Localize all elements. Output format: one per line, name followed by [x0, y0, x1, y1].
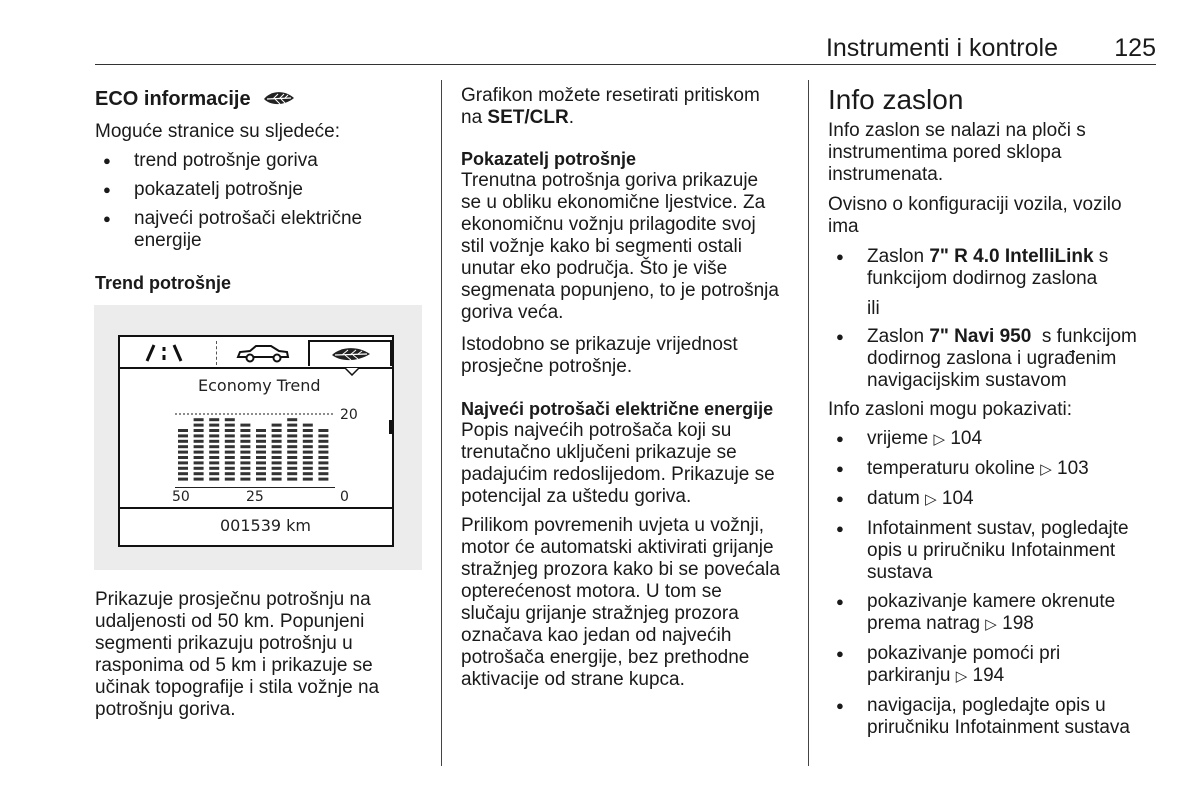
text-line: rasponima od 5 km i prikazuje se [95, 655, 373, 676]
text-line: Info zaslon se nalazi na ploči s [828, 120, 1086, 141]
trend-segment [256, 445, 266, 448]
trend-segment [209, 429, 219, 432]
trend-segment [240, 478, 250, 481]
column-divider [808, 80, 809, 766]
page-number: 125 [1114, 34, 1156, 62]
text-line: motor će automatski aktivirati grijanje [461, 537, 774, 558]
page-ref[interactable]: 198 [996, 613, 1034, 634]
text-line: segmenata popunjeno, to je potrošnja [461, 280, 779, 301]
text-span: s [1093, 246, 1109, 267]
trend-segment [194, 478, 204, 481]
trend-segment [272, 472, 282, 475]
subheading-trend: Trend potrošnje [95, 273, 232, 293]
text-span: Zaslon [867, 246, 930, 267]
trend-segment [225, 478, 235, 481]
text-line: opterećenost motora. U tom se [461, 581, 722, 602]
trend-segment [303, 424, 313, 427]
text-line: Ovisno o konfiguraciji vozila, vozilo [828, 194, 1122, 215]
list-item [828, 326, 1158, 392]
trend-segment [225, 418, 235, 421]
text-line: označava kao jedan od najvećih [461, 625, 732, 646]
trend-segment [287, 445, 297, 448]
page-ref-arrow-icon: ▷ [925, 491, 937, 508]
trend-segment [303, 461, 313, 464]
trend-segment [194, 418, 204, 421]
trend-description [95, 589, 379, 721]
page-ref[interactable]: 194 [967, 665, 1005, 686]
text-span: Infotainment sustav, pogledajte [867, 518, 1129, 539]
trend-segment [318, 461, 328, 464]
display-screen [118, 335, 394, 547]
odometer-value: 001539 km [220, 516, 312, 535]
heating-paragraph [461, 515, 801, 691]
scale-max-label: 20 [340, 407, 358, 423]
trend-segment [225, 440, 235, 443]
capabilities-list [828, 428, 1158, 739]
list-item: ● najveći potrošači električne energije [95, 208, 364, 252]
trend-segment [178, 440, 188, 443]
trend-segment [209, 451, 219, 454]
intro-text: Moguće stranice su sljedeće: [95, 121, 341, 142]
page-ref[interactable]: 103 [1051, 458, 1089, 479]
trend-segment [256, 461, 266, 464]
trend-segment [303, 456, 313, 459]
trend-segment [194, 467, 204, 470]
trend-segment [240, 451, 250, 454]
info-intro [828, 120, 1158, 186]
eco-pages-list [95, 150, 425, 252]
economy-trend-figure [94, 305, 422, 570]
text-line: padajućim redoslijedom. Prikazuje se [461, 464, 775, 485]
trend-segment [318, 467, 328, 470]
trend-segment [194, 434, 204, 437]
trend-segment [178, 451, 188, 454]
text-span: navigacijskim sustavom [867, 370, 1067, 391]
trend-segment [240, 456, 250, 459]
trend-segment [209, 440, 219, 443]
trend-segment [209, 467, 219, 470]
header-title: Instrumenti i kontrole [825, 34, 1058, 62]
text-span: sustava [867, 562, 933, 583]
text-line: stil vožnje kako bi segmenti ostali [461, 236, 742, 257]
display-options-list [828, 326, 1158, 392]
scale-label: 25 [246, 489, 264, 505]
trend-segment [318, 429, 328, 432]
trend-segment [272, 429, 282, 432]
trend-segment [303, 429, 313, 432]
list-item [828, 458, 1158, 481]
eco-heading [95, 87, 296, 111]
text-line: se u obliku ekonomične ljestvice. Za [461, 192, 766, 213]
intellilink-label: 7" R 4.0 IntelliLink [929, 246, 1094, 267]
trend-segment [272, 461, 282, 464]
trend-segment [209, 472, 219, 475]
trend-segment [194, 472, 204, 475]
trend-segment [272, 434, 282, 437]
trend-segment [256, 472, 266, 475]
eco-leaf-icon [262, 89, 296, 107]
list-item [828, 518, 1158, 584]
trend-segment [225, 434, 235, 437]
trend-segment [303, 472, 313, 475]
trend-segment [303, 467, 313, 470]
trend-segment [240, 445, 250, 448]
text-line: instrumentima pored sklopa [828, 142, 1062, 163]
trend-segment [287, 424, 297, 427]
trend-segment [318, 456, 328, 459]
trend-segment [318, 440, 328, 443]
trend-segment [272, 478, 282, 481]
trend-segment [303, 440, 313, 443]
scale-label: 0 [340, 489, 349, 505]
trend-segment [287, 429, 297, 432]
list-item: ● trend potrošnje goriva [95, 150, 425, 172]
text-line: stražnjeg prozora kako bi se povećala [461, 559, 780, 580]
column-divider [441, 80, 442, 766]
trend-segment [225, 467, 235, 470]
list-item [828, 246, 1158, 290]
text-span: temperaturu okoline [867, 458, 1041, 479]
trend-segment [256, 429, 266, 432]
or-text: ili [867, 298, 880, 319]
trend-segment [287, 418, 297, 421]
text-line: trenutačno uključeni prikazuje se [461, 442, 737, 463]
trend-segment [225, 451, 235, 454]
text-line: potencijal za uštedu goriva. [461, 486, 692, 507]
trend-segment [178, 472, 188, 475]
trend-segment [287, 478, 297, 481]
scale-label: 50 [172, 489, 190, 505]
trend-segment [287, 467, 297, 470]
text-span: na [461, 107, 488, 128]
trend-segment [318, 478, 328, 481]
trend-segment [287, 456, 297, 459]
trend-segment [272, 440, 282, 443]
trend-segment [272, 424, 282, 427]
trend-segment [287, 472, 297, 475]
trend-segment [225, 424, 235, 427]
trend-segment [318, 445, 328, 448]
subheading-indicator: Pokazatelj potrošnje [461, 149, 637, 169]
text-line: slučaju grijanje stražnjeg prozora [461, 603, 739, 624]
trend-segment [225, 445, 235, 448]
text-span: s funkcijom [1031, 326, 1137, 347]
trend-segment [318, 434, 328, 437]
trend-segment [178, 456, 188, 459]
trend-segment [240, 472, 250, 475]
trend-segment [240, 461, 250, 464]
average-paragraph [461, 334, 738, 378]
list-item [828, 488, 1158, 511]
text-span: priručniku Infotainment sustava [867, 717, 1130, 738]
list-item [828, 591, 1158, 636]
list-item [828, 695, 1158, 739]
text-line: Istodobno se prikazuje vrijednost [461, 334, 738, 355]
trend-segment [209, 424, 219, 427]
trend-segment [194, 456, 204, 459]
trend-segment [318, 451, 328, 454]
capabilities-intro: Info zasloni mogu pokazivati: [828, 399, 1072, 420]
trend-segment [209, 478, 219, 481]
trend-segment [256, 456, 266, 459]
list-item [828, 643, 1158, 688]
trend-segment [178, 461, 188, 464]
trend-segment [256, 467, 266, 470]
text-span: parkiranju [867, 665, 956, 686]
trend-segment [178, 478, 188, 481]
trend-segment [178, 467, 188, 470]
trend-segment [272, 451, 282, 454]
page-ref[interactable]: 104 [945, 428, 983, 449]
text-line: Prikazuje prosječnu potrošnju na [95, 589, 371, 610]
trend-segment [240, 440, 250, 443]
page-ref-arrow-icon: ▷ [1040, 461, 1052, 478]
trend-segment [225, 461, 235, 464]
trend-segment [240, 434, 250, 437]
trend-segment [256, 451, 266, 454]
text-line: Prilikom povremenih uvjeta u vožnji, [461, 515, 765, 536]
trend-segment [194, 424, 204, 427]
text-line: udaljenosti od 50 km. Popunjeni [95, 611, 365, 632]
text-span: vrijeme [867, 428, 934, 449]
trend-segment [272, 445, 282, 448]
text-line: potrošnju goriva. [95, 699, 236, 720]
set-clr-label: SET/CLR [487, 107, 569, 128]
trend-segment [287, 434, 297, 437]
scale-axis-line [175, 487, 335, 488]
text-span: prema natrag [867, 613, 986, 634]
text-line: segmenti prikazuju potrošnju u [95, 633, 353, 654]
text-span: . [568, 107, 574, 128]
trend-segment [240, 424, 250, 427]
trend-segment [272, 456, 282, 459]
economy-trend-title: Economy Trend [198, 376, 321, 395]
display-options-list [828, 246, 1158, 290]
text-line: Grafikon možete resetirati pritiskom [461, 85, 760, 106]
trend-segment [318, 472, 328, 475]
trend-segment [272, 467, 282, 470]
indicator-paragraph [461, 170, 801, 324]
text-line: ima [828, 216, 859, 237]
trend-segment [194, 440, 204, 443]
text-line: prosječne potrošnje. [461, 356, 633, 377]
trend-segment [225, 456, 235, 459]
reset-paragraph [461, 85, 791, 129]
trend-segment [303, 451, 313, 454]
trend-segment [256, 478, 266, 481]
page-ref-arrow-icon: ▷ [985, 616, 997, 633]
trend-segment [225, 472, 235, 475]
text-line: učinak topografije i stila vožnje na [95, 677, 380, 698]
text-line: unutar eko područja. Što je više [461, 258, 728, 279]
trend-segment [178, 429, 188, 432]
list-item: ● pokazatelj potrošnje [95, 179, 425, 201]
trend-segment [225, 429, 235, 432]
trend-segment [209, 461, 219, 464]
trend-segment [287, 451, 297, 454]
trend-segment [303, 434, 313, 437]
text-span: Zaslon [867, 326, 930, 347]
trend-segment [194, 429, 204, 432]
trend-segment [178, 445, 188, 448]
eco-heading-text: ECO informacije [95, 88, 251, 110]
trend-segment [287, 440, 297, 443]
navi-label: 7" Navi 950 [929, 326, 1032, 347]
text-line: Popis najvećih potrošača koji su [461, 420, 732, 441]
text-line: aktivacije od strane kupca. [461, 669, 685, 690]
text-span: dodirnog zaslona i ugrađenim [867, 348, 1117, 369]
trend-segment [194, 461, 204, 464]
trend-segment [209, 445, 219, 448]
odometer-divider [120, 507, 392, 509]
page-ref-arrow-icon: ▷ [933, 431, 946, 448]
trend-segment [287, 461, 297, 464]
trend-segment [240, 429, 250, 432]
text-span: opis u priručniku Infotainment [867, 540, 1116, 561]
subheading-consumers: Najveći potrošači električne energije [461, 399, 774, 419]
trend-segment [240, 467, 250, 470]
list-item [828, 428, 1158, 451]
page-ref[interactable]: 104 [936, 488, 974, 509]
text-span: funkcijom dodirnog zaslona [867, 268, 1098, 289]
trend-segment [194, 445, 204, 448]
consumers-paragraph [461, 420, 801, 508]
trend-segment [256, 440, 266, 443]
trend-segment [209, 418, 219, 421]
trend-segment [194, 451, 204, 454]
text-span: pokazivanje pomoći pri [867, 643, 1061, 664]
page-ref-arrow-icon: ▷ [955, 668, 968, 685]
text-line: potrošača energije, bez prethodne [461, 647, 750, 668]
trend-segment [303, 478, 313, 481]
text-span: datum [867, 488, 926, 509]
trend-segment [303, 445, 313, 448]
info-heading: Info zaslon [828, 84, 964, 115]
header-rule [95, 64, 1156, 65]
text-line: instrumenata. [828, 164, 944, 185]
config-paragraph [828, 194, 1158, 238]
text-span: navigacija, pogledajte opis u [867, 695, 1106, 716]
trend-segment [209, 434, 219, 437]
text-span: pokazivanje kamere okrenute [867, 591, 1116, 612]
trend-segment [209, 456, 219, 459]
text-line: goriva veća. [461, 302, 564, 323]
trend-segment [256, 434, 266, 437]
text-line [461, 107, 791, 129]
text-line: ekonomičnu vožnju prilagodite svoj [461, 214, 756, 235]
text-line: Trenutna potrošnja goriva prikazuje [461, 170, 759, 191]
trend-segment [178, 434, 188, 437]
